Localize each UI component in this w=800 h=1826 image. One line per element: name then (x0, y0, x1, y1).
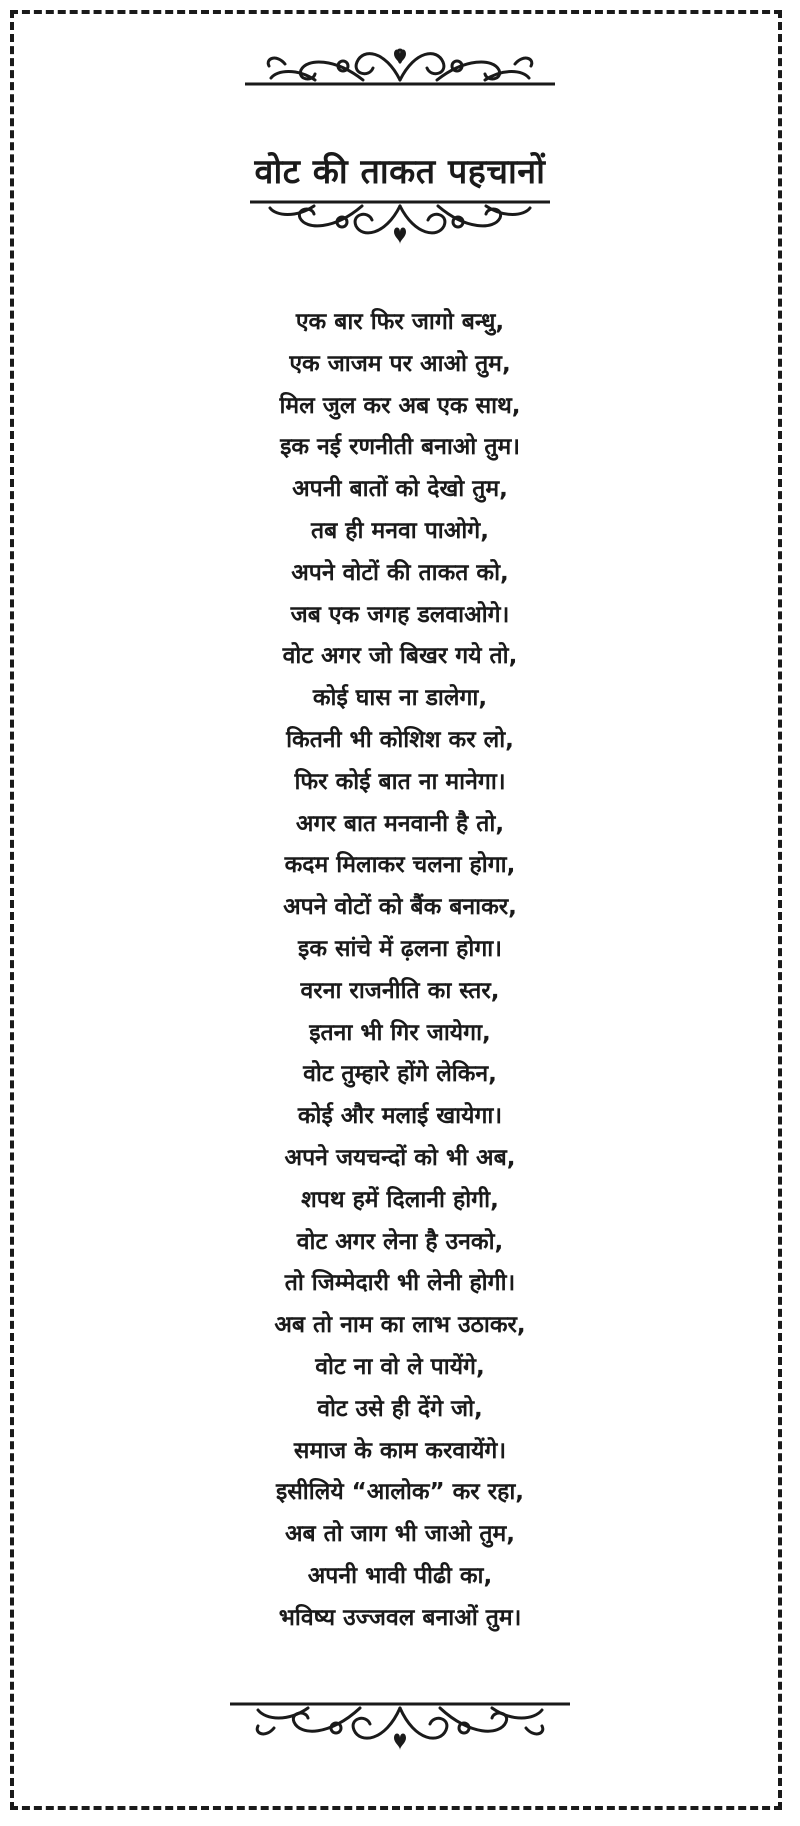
poem-line: वोट अगर जो बिखर गये तो, (282, 643, 518, 670)
poem-line: अब तो जाग भी जाओ तुम, (284, 1521, 516, 1548)
poem-line: अपने वोटों की ताकत को, (291, 559, 509, 586)
top-ornament-icon (245, 40, 555, 92)
poem-line: कितनी भी कोशिश कर लो, (286, 726, 514, 753)
bottom-ornament-icon (230, 1698, 570, 1758)
poem-line: कदम मिलाकर चलना होगा, (284, 852, 516, 879)
poem-line: कोई घास ना डालेगा, (312, 685, 488, 712)
poem-line: कोई और मलाई खायेगा। (297, 1103, 503, 1130)
poem-line: वरना राजनीति का स्तर, (300, 977, 500, 1004)
poem-line: इसीलिये “आलोक” कर रहा, (275, 1479, 525, 1506)
poem-line: वोट अगर लेना है उनको, (296, 1228, 504, 1255)
poem-line: फिर कोई बात ना मानेगा। (294, 768, 506, 795)
poem-line: अपने वोटों को बैंक बनाकर, (283, 894, 517, 921)
poem-line: अपनी भावी पीढी का, (307, 1562, 493, 1589)
poem-title: वोट की ताकत पहचानों (254, 151, 546, 192)
poem-line: एक जाजम पर आओ तुम, (289, 350, 511, 377)
poem-line: मिल जुल कर अब एक साथ, (279, 392, 521, 419)
poem-line: भविष्य उज्जवल बनाओं तुम। (278, 1604, 522, 1631)
poem-line: तो जिम्मेदारी भी लेनी होगी। (284, 1270, 516, 1297)
poem-line: समाज के काम करवायेंगे। (293, 1437, 507, 1464)
poem-line: वोट ना वो ले पायेंगे, (315, 1353, 485, 1380)
poem-line: इक सांचे में ढ़लना होगा। (298, 935, 502, 962)
poem-line: अगर बात मनवानी है तो, (295, 810, 505, 837)
poem-line: जब एक जगह डलवाओगे। (290, 601, 510, 628)
title-ornament-icon (250, 196, 550, 252)
poem-line: एक बार फिर जागो बन्धु, (295, 309, 505, 335)
poem-line: अपने जयचन्दों को भी अब, (284, 1144, 516, 1171)
poem-line: इक नई रणनीती बनाओ तुम। (280, 434, 520, 461)
poem-line: इतना भी गिर जायेगा, (309, 1019, 491, 1046)
poem-line: तब ही मनवा पाओगे, (311, 517, 489, 544)
poem-line: अब तो नाम का लाभ उठाकर, (274, 1312, 526, 1339)
poem-line: वोट उसे ही देंगे जो, (317, 1395, 483, 1422)
poem-stanza-list (0, 302, 800, 1640)
poem-line: शपथ हमें दिलानी होगी, (301, 1186, 499, 1213)
poem-line: अपनी बातों को देखो तुम, (292, 476, 508, 503)
poem-line: वोट तुम्हारे होंगे लेकिन, (303, 1061, 497, 1088)
